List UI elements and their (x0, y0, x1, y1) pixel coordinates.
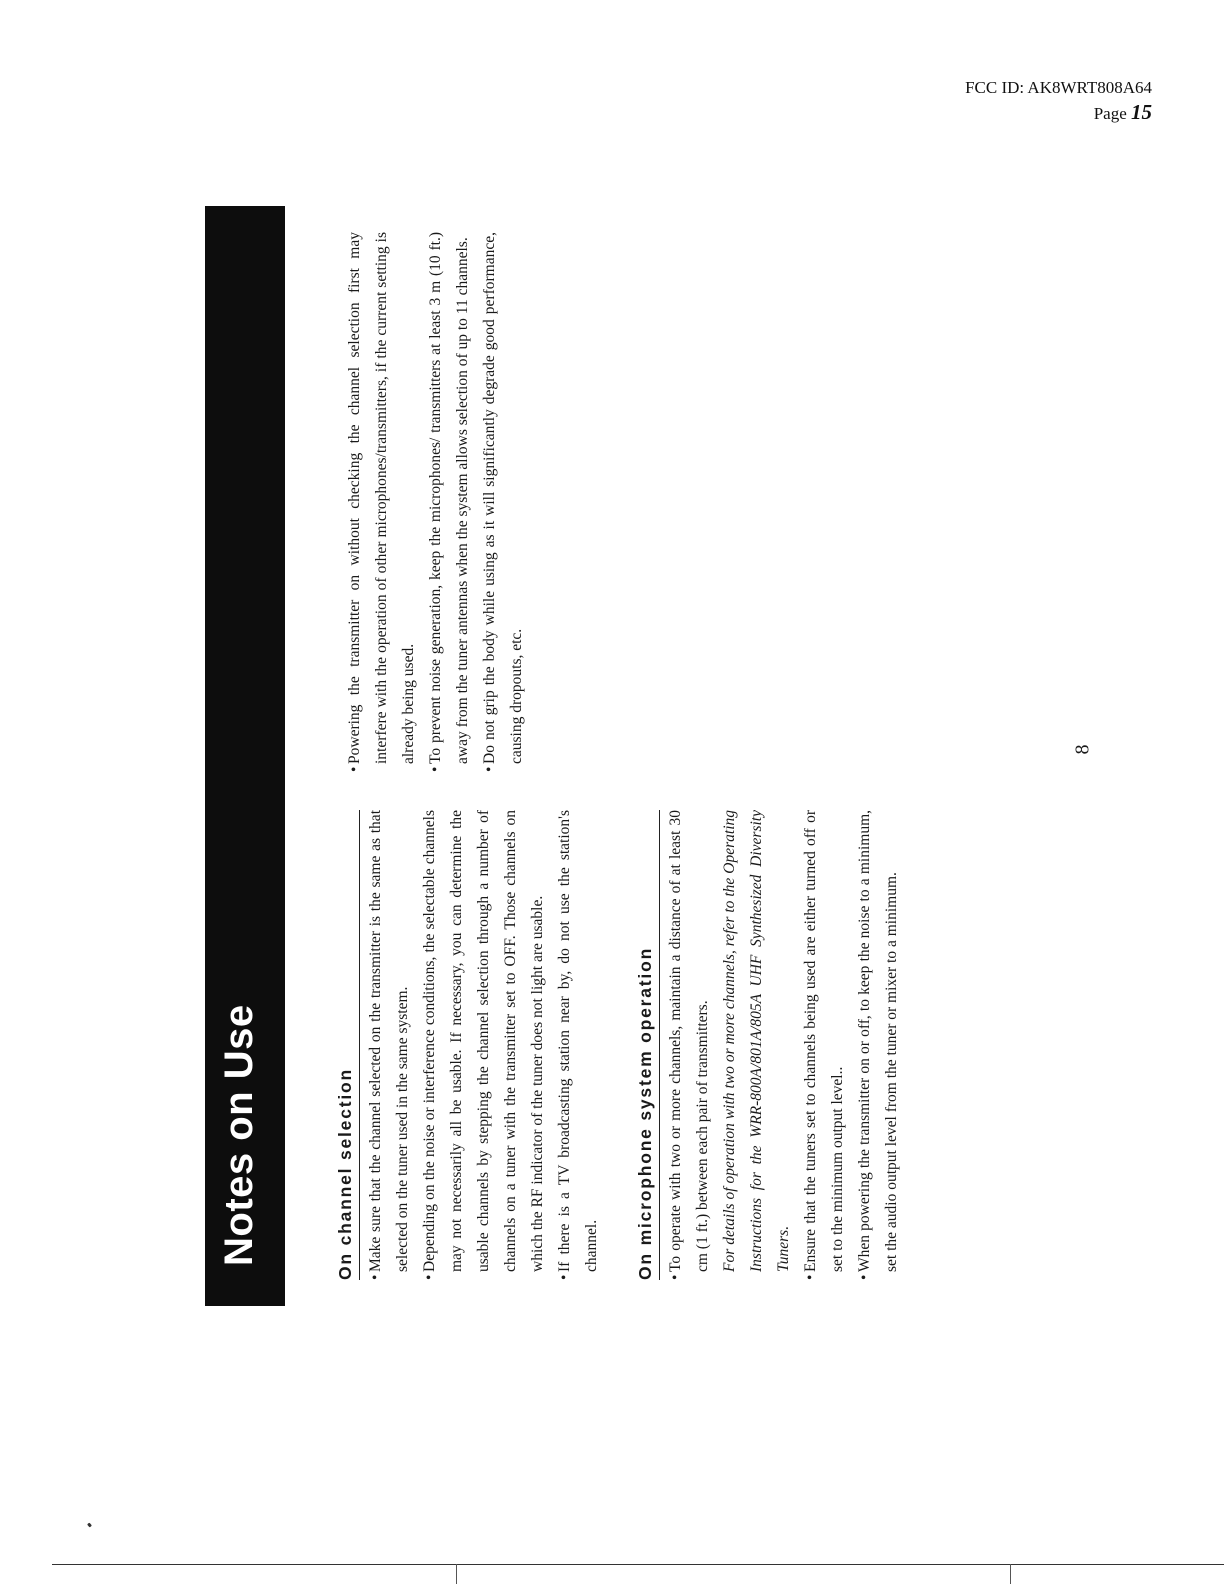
manual-page-number: 8 (1071, 744, 1094, 755)
microphone-operation-heading: On microphone system operation (633, 810, 660, 1280)
handwritten-page-number: 15 (1131, 100, 1152, 124)
bullet: • (481, 766, 498, 772)
page-title: Notes on Use (217, 1004, 261, 1266)
bullet: • (421, 1274, 438, 1280)
scan-speck (87, 1523, 92, 1528)
list-item: • To operate with two or more channels, maintain a distance of at least 30 cm (1 ft.) between each pair of transmitters. (662, 810, 716, 1280)
channel-selection-heading: On channel selection (333, 810, 360, 1280)
list-item: • Do not grip the body while using as it will significantly degrade good performance, causing dropouts, etc. (476, 232, 530, 772)
bullet: • (856, 1274, 873, 1280)
list-item: • Ensure that the tuners set to channels being used are either turned off or set to the minimum output level.. (797, 810, 851, 1280)
list-note: For details of operation with two or more channels, refer to the Operating Instructions for the WRR-800A/801A/805A UHF Synthesized Diversity Tuners. (721, 810, 792, 1272)
list-item: • If there is a TV broadcasting station near by, do not use the station's channel. (551, 810, 605, 1280)
scan-edge-tick (1010, 1564, 1011, 1584)
fcc-header (965, 76, 1152, 126)
left-column (333, 810, 905, 1280)
scan-edge-line (52, 1564, 1224, 1565)
title-banner (205, 206, 285, 1306)
bullet: • (367, 1274, 384, 1280)
scan-edge-tick (456, 1564, 457, 1584)
bullet: • (346, 766, 363, 772)
bullet: • (556, 1274, 573, 1280)
fcc-id: FCC ID: AK8WRT808A64 (965, 78, 1152, 97)
bullet: • (802, 1274, 819, 1280)
list-item: • Depending on the noise or interference conditions, the selectable channels may not necessarily all be usable. If necessary, you can determine the usable channels by stepping the channel selection through a number of channels on a tuner with the transmitter set to OFF. Those channels on which the RF indicator of the tuner does not light are usable. (416, 810, 551, 1280)
rotated-content (205, 206, 1065, 1306)
list-item: • Powering the transmitter on without checking the channel selection first may interfere with the operation of other microphones/transmitters, if the current setting is already being used. (341, 232, 422, 772)
bullet: • (427, 766, 444, 772)
bullet: • (667, 1274, 684, 1280)
page-label: Page (1093, 104, 1131, 123)
right-column (341, 232, 530, 772)
list-item: • When powering the transmitter on or off, to keep the noise to a minimum, set the audio output level from the tuner or mixer to a minimum. (851, 810, 905, 1280)
list-item: • To prevent noise generation, keep the microphones/ transmitters at least 3 m (10 ft.) away from the tuner antennas when the system allows selection of up to 11 channels. (422, 232, 476, 772)
list-item: • Make sure that the channel selected on the transmitter is the same as that selected on the tuner used in the same system. (362, 810, 416, 1280)
page-indicator (965, 100, 1152, 126)
